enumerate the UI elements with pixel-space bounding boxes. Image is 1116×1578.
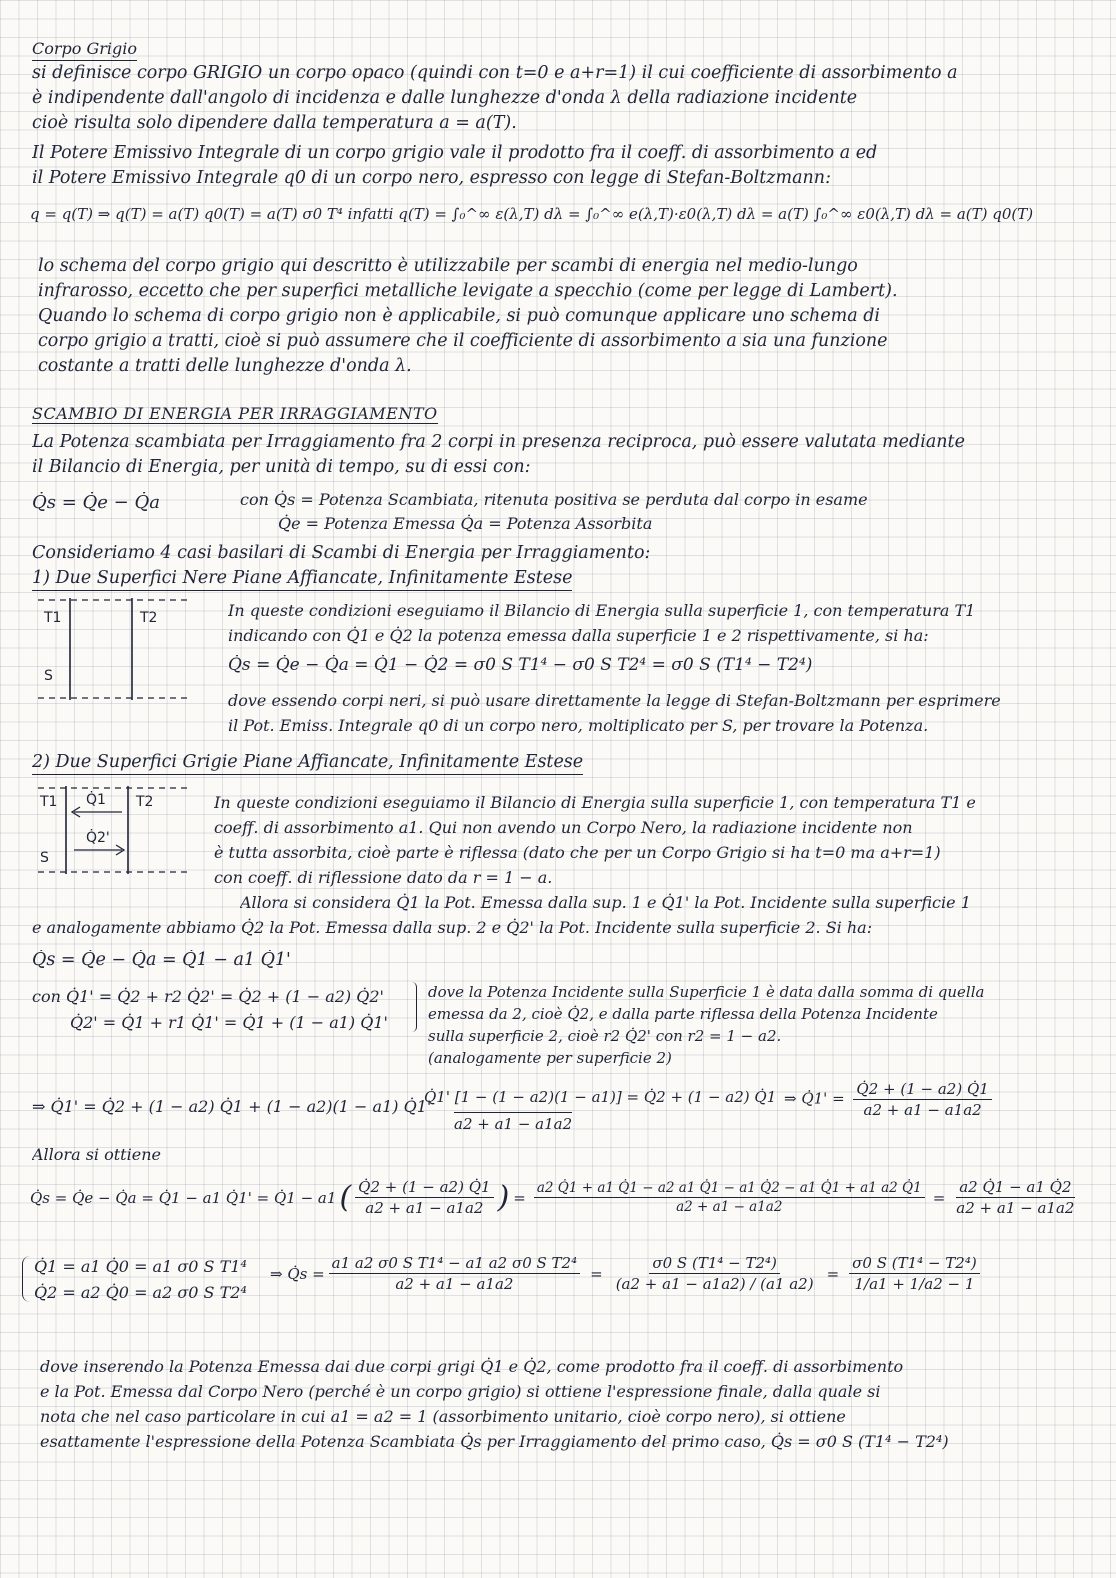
exchange-heading-text: SCAMBIO DI ENERGIA PER IRRAGGIAMENTO — [32, 404, 438, 423]
grey-line-9: corpo grigio a tratti, cioè si può assumere che il coefficiente di assorbimento a sia una funzione — [38, 331, 888, 351]
final-brace — [22, 1256, 31, 1302]
exchange-def-2: Q̇e = Potenza Emessa Q̇a = Potenza Assorbita — [278, 514, 653, 533]
case2-line-1: In queste condizioni eseguiamo il Bilancio di Energia sulla superficie 1, con temperatura T1 e — [214, 793, 976, 812]
case2-q1-label: Q̇1 — [86, 792, 106, 808]
case2-final — [270, 1254, 984, 1293]
case2-deriv-2-text: Q̇1' [1 − (1 − a2)(1 − a1)] = Q̇2 + (1 − a2) Q̇1 — [424, 1088, 777, 1106]
closing-line-1: dove inserendo la Potenza Emessa dai due corpi grigi Q̇1 e Q̇2, come prodotto fra il coeff. di assorbimento — [40, 1357, 904, 1376]
grey-line-7: infrarosso, eccetto che per superfici metalliche levigate a specchio (come per legge di Lambert). — [38, 281, 898, 301]
case1-title: 1) Due Superfici Nere Piane Affiancate, Infinitamente Estese — [32, 568, 572, 591]
qs-f1-den: a2 + a1 − a1a2 — [365, 1199, 484, 1217]
exchange-intro: Consideriamo 4 casi basilari di Scambi di Energia per Irraggiamento: — [32, 543, 651, 563]
qs-f3-den: a2 + a1 − a1a2 — [956, 1199, 1075, 1217]
grey-line-2: è indipendente dall'angolo di incidenza e dalle lunghezze d'onda λ della radiazione incidente — [32, 88, 858, 108]
grey-line-1: si definisce corpo GRIGIO un corpo opaco (quindi con t=0 e a+r=1) il cui coefficiente di assorbimento a — [32, 63, 958, 83]
case2-line-2: coeff. di assorbimento a1. Qui non avendo un Corpo Nero, la radiazione incidente non — [214, 818, 913, 837]
case2-system-1: con Q̇1' = Q̇2 + r2 Q̇2' = Q̇2 + (1 − a2) Q̇2' — [32, 987, 384, 1006]
exchange-line-1: La Potenza scambiata per Irraggiamento fra 2 corpi in presenza reciproca, può essere valutata mediante — [32, 432, 965, 452]
case1-line-1: In queste condizioni eseguiamo il Bilancio di Energia sulla superficie 1, con temperatura T1 — [228, 601, 976, 620]
case1-line-2: indicando con Q̇1 e Q̇2 la potenza emessa dalla superficie 1 e 2 rispettivamente, si ha: — [228, 626, 929, 645]
qs-lhs: Q̇s = Q̇e − Q̇a = Q̇1 − a1 Q̇1' = Q̇1 − a1 — [30, 1188, 337, 1207]
case1-s-label: S — [44, 668, 53, 684]
qs-eq-1: = — [513, 1188, 526, 1207]
fin-f2-num: σ0 S (T1⁴ − T2⁴) — [649, 1254, 780, 1274]
fin-f3-num: σ0 S (T1⁴ − T2⁴) — [849, 1254, 980, 1274]
qs-paren-open: ( — [339, 1179, 352, 1215]
case2-deriv-3-den: a2 + a1 − a1a2 — [863, 1101, 982, 1119]
case2-deriv-2 — [424, 1088, 776, 1133]
fin-fraction-2 — [613, 1254, 817, 1293]
closing-line-2: e la Pot. Emessa dal Corpo Nero (perché è un corpo grigio) si ottiene l'espressione finale, dalla quale si — [40, 1382, 881, 1401]
case2-deriv-2-under: a2 + a1 − a1a2 — [454, 1112, 572, 1133]
case2-q2-label: Q̇2' — [86, 830, 110, 846]
exchange-def-1: con Q̇s = Potenza Scambiata, ritenuta positiva se perduta dal corpo in esame — [240, 490, 868, 509]
case1-t2-label: T2 — [140, 610, 158, 626]
case2-diagram — [30, 782, 200, 882]
grey-line-6: lo schema del corpo grigio qui descritto è utilizzabile per scambi di energia nel medio-lungo — [38, 256, 858, 276]
fin-eq-2: = — [826, 1264, 840, 1283]
case2-title: 2) Due Superfici Grigie Piane Affiancate, Infinitamente Estese — [32, 752, 583, 775]
case2-em-1: Q̇1 = a1 Q̇0 = a1 σ0 S T1⁴ — [34, 1257, 247, 1276]
case2-em-2: Q̇2 = a2 Q̇0 = a2 σ0 S T2⁴ — [34, 1283, 247, 1302]
qs-f3-num: a2 Q̇1 − a1 Q̇2 — [956, 1178, 1074, 1198]
fin-eq-1: = — [590, 1264, 603, 1283]
grey-line-5: il Potere Emissivo Integrale q0 di un corpo nero, espresso con legge di Stefan-Boltzmann: — [32, 168, 831, 188]
case2-then: Allora si ottiene — [32, 1145, 161, 1164]
case1-line-3: dove essendo corpi neri, si può usare direttamente la legge di Stefan-Boltzmann per esprimere — [228, 691, 1001, 710]
case2-t1-label: T1 — [40, 794, 58, 810]
case2-balance: Q̇s = Q̇e − Q̇a = Q̇1 − a1 Q̇1' — [32, 950, 291, 970]
case2-line-5: Allora si considera Q̇1 la Pot. Emessa dalla sup. 1 e Q̇1' la Pot. Incidente sulla superficie 1 — [240, 893, 971, 912]
grey-line-10: costante a tratti delle lunghezze d'onda λ. — [38, 356, 412, 376]
fin-fraction-1 — [329, 1254, 580, 1293]
case2-line-3: è tutta assorbita, cioè parte è riflessa (dato che per un Corpo Grigio si ha t=0 ma a+r=1) — [214, 843, 941, 862]
exchange-line-2: il Bilancio di Energia, per unità di tempo, su di essi con: — [32, 457, 531, 477]
case1-t1-label: T1 — [44, 610, 62, 626]
case2-sysnote-3: sulla superficie 2, cioè r2 Q̇2' con r2 = 1 − a2. — [428, 1027, 782, 1045]
qs-paren-close: ) — [497, 1179, 510, 1215]
exchange-balance: Q̇s = Q̇e − Q̇a — [32, 492, 160, 513]
fin-f1-den: a2 + a1 − a1a2 — [395, 1275, 514, 1293]
case2-deriv-1: ⇒ Q̇1' = Q̇2 + (1 − a2) Q̇1 + (1 − a2)(1 − a1) Q̇1' — [32, 1097, 432, 1116]
grey-line-8: Quando lo schema di corpo grigio non è applicabile, si può comunque applicare uno schema di — [38, 306, 881, 326]
fin-f2-den: (a2 + a1 − a1a2) / (a1 a2) — [615, 1275, 814, 1293]
case2-sysnote-4: (analogamente per superficie 2) — [428, 1049, 672, 1067]
fin-fraction-3 — [849, 1254, 980, 1293]
grey-line-4: Il Potere Emissivo Integrale di un corpo grigio vale il prodotto fra il coeff. di assorbimento a ed — [32, 143, 878, 163]
case2-sysnote-1: dove la Potenza Incidente sulla Superficie 1 è data dalla somma di quella — [428, 983, 985, 1001]
case2-qs-derivation — [30, 1178, 1081, 1217]
case2-deriv-3-fraction — [853, 1080, 991, 1119]
qs-f2-num: a2 Q̇1 + a1 Q̇1 − a2 a1 Q̇1 − a1 Q̇2 − a1 Q̇1 + a1 a2 Q̇1 — [534, 1180, 925, 1198]
case2-sysnote-2: emessa da 2, cioè Q̇2, e dalla parte riflessa della Potenza Incidente — [428, 1005, 938, 1023]
fin-lhs: ⇒ Q̇s = — [270, 1264, 325, 1283]
grey-formula: q = q(T) ⇒ q(T) = a(T) q0(T) = a(T) σ0 T⁴ infatti q(T) = ∫₀^∞ ε(λ,T) dλ = ∫₀^∞ e(λ,T)·ε0(λ,T) dλ = a(T) ∫₀^∞ ε0(λ,T) dλ = a(T) q0(T) — [30, 205, 1034, 223]
closing-line-4: esattamente l'espressione della Potenza Scambiata Q̇s per Irraggiamento del primo caso, Q̇s = σ0 S (T1⁴ − T2⁴) — [40, 1432, 949, 1451]
case1-diagram — [30, 592, 200, 712]
qs-fraction-3 — [953, 1178, 1077, 1217]
grey-line-3: cioè risulta solo dipendere dalla temperatura a = a(T). — [32, 113, 517, 133]
qs-fraction-1 — [355, 1178, 493, 1217]
qs-fraction-2 — [534, 1180, 925, 1215]
case2-t2-label: T2 — [136, 794, 154, 810]
closing-line-3: nota che nel caso particolare in cui a1 = a2 = 1 (assorbimento unitario, cioè corpo nero), si ottiene — [40, 1407, 846, 1426]
fin-f3-den: 1/a1 + 1/a2 − 1 — [854, 1275, 975, 1293]
page-title: Corpo Grigio — [32, 38, 137, 61]
case2-line-4: con coeff. di riflessione dato da r = 1 − a. — [214, 868, 553, 887]
case2-system-2: Q̇2' = Q̇1 + r1 Q̇1' = Q̇1 + (1 − a1) Q̇1' — [70, 1013, 388, 1032]
case1-formula: Q̇s = Q̇e − Q̇a = Q̇1 − Q̇2 = σ0 S T1⁴ − σ0 S T2⁴ = σ0 S (T1⁴ − T2⁴) — [228, 655, 813, 675]
case2-deriv-3 — [784, 1080, 996, 1119]
qs-f1-num: Q̇2 + (1 − a2) Q̇1 — [355, 1178, 493, 1198]
case1-line-4: il Pot. Emiss. Integrale q0 di un corpo nero, moltiplicato per S, per trovare la Potenza. — [228, 716, 929, 735]
case2-s-label: S — [40, 850, 49, 866]
qs-eq-2: = — [932, 1188, 946, 1207]
case2-deriv-3-num: Q̇2 + (1 − a2) Q̇1 — [853, 1080, 991, 1100]
fin-f1-num: a1 a2 σ0 S T1⁴ − a1 a2 σ0 S T2⁴ — [329, 1254, 580, 1274]
exchange-heading — [32, 404, 438, 423]
system-brace — [412, 982, 417, 1032]
case2-deriv-3-lhs: ⇒ Q̇1' = — [784, 1089, 845, 1108]
qs-f2-den: a2 + a1 − a1a2 — [676, 1199, 783, 1215]
case2-line-6: e analogamente abbiamo Q̇2 la Pot. Emessa dalla sup. 2 e Q̇2' la Pot. Incidente sulla superficie 2. Si ha: — [32, 918, 873, 937]
